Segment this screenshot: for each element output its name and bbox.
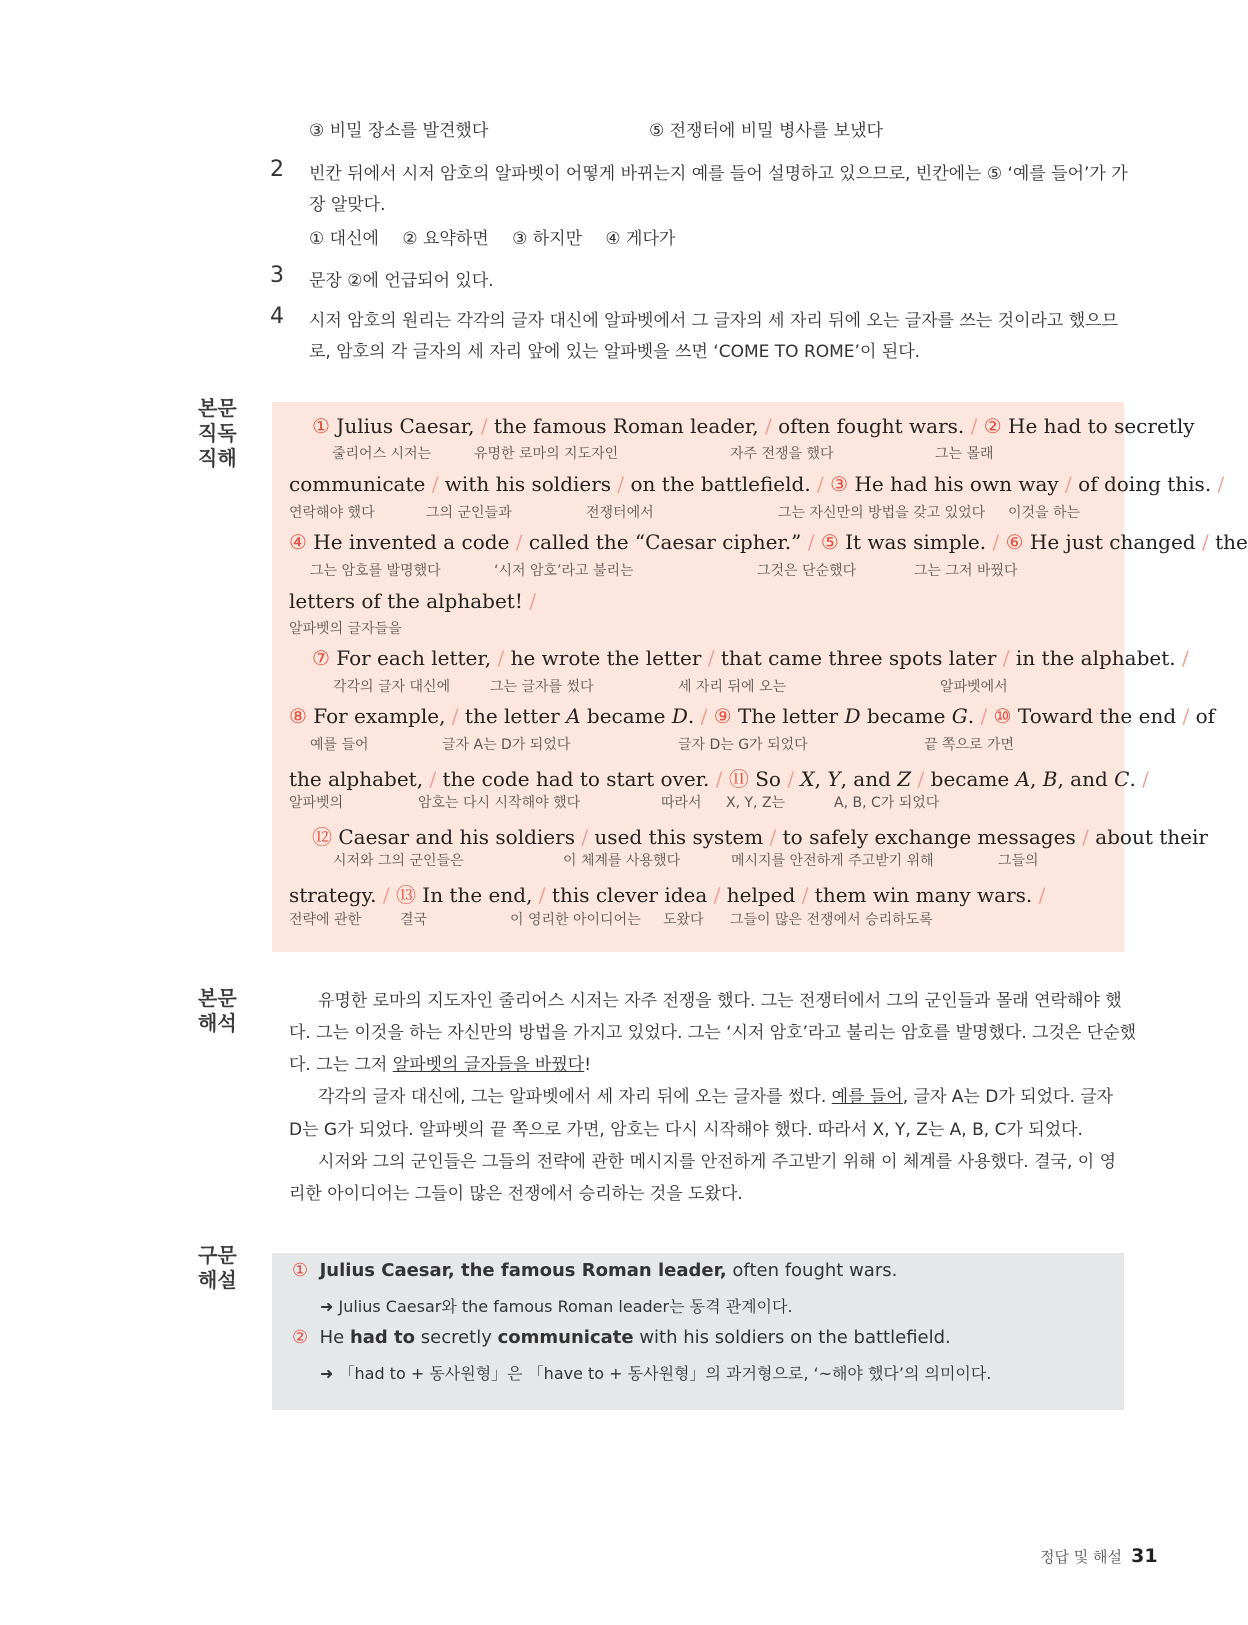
gloss: 알파벳에서 [940,679,1008,695]
chunk: It was simple. [845,530,987,554]
sentence-mark: ① [312,414,337,438]
gloss: 전략에 관한 [289,912,362,928]
slash: / [1182,704,1190,728]
slash: / [1065,472,1072,496]
chunk: of doing this. [1078,472,1212,496]
chunk: In the end, [422,883,533,907]
sentence-mark: ⑪ [728,767,756,791]
option-1: ① 대신에 [309,229,379,249]
question-4-line1: 시저 암호의 원리는 각각의 글자 대신에 알파벳에서 그 글자의 세 자리 뒤에 오는 글자를 쓰는 것이라고 했으므 [309,311,1119,331]
chunk: the famous Roman leader, [493,414,759,438]
question-4-number: 4 [270,304,284,329]
chunk: in the alphabet. [1015,646,1176,670]
grammar-note-1: ➜ Julius Caesar와 the famous Roman leader는 동격 관계이다. [320,1297,793,1316]
gloss: 자주 전쟁을 했다 [730,446,834,462]
chunk: the code had to start over. [442,767,710,791]
chunk: He had to secretly [1008,414,1195,438]
label-translation: 본문 해석 [198,986,237,1035]
slash: / [992,530,1000,554]
sentence-mark: ⑨ [713,704,738,728]
slash: / [1038,883,1046,907]
chunk: communicate [289,472,426,496]
sentence-mark: ⑦ [312,646,337,670]
gloss: 그들의 [998,853,1039,869]
slash: / [617,472,625,496]
slash: / [480,414,488,438]
direct-reading-line-1 [312,414,1195,438]
slash: / [707,646,715,670]
direct-reading-line-8 [312,821,1208,850]
slash: / [1142,767,1149,791]
chunk: he wrote the letter [510,646,702,670]
gloss: 도왔다 [663,912,704,928]
question-3-text: 문장 ②에 언급되어 있다. [309,271,494,291]
chunk: the [1215,530,1248,554]
translation-line: 시저와 그의 군인들은 그들의 전략에 관한 메시지를 안전하게 주고받기 위해 이 체계를 사용했다. 결국, 이 영 [318,1152,1117,1172]
underlined-answer: 알파벳의 글자들을 바꿨다 [392,1055,585,1075]
slash: / [1217,472,1225,496]
underlined-answer: 예를 들어 [831,1087,903,1107]
slash: / [769,825,777,849]
translation-line: 각각의 글자 대신에, 그는 알파벳에서 세 자리 뒤에 오는 글자를 썼다. 예를 들어, 글자 A는 D가 되었다. 글자 [318,1087,1114,1107]
gloss: 이것을 하는 [1008,505,1081,521]
gloss: 암호는 다시 시작해야 했다 [418,795,581,811]
slash: / [917,767,925,791]
grammar-sentence-1: ① Julius Caesar, the famous Roman leader, often fought wars. [292,1260,898,1281]
slash: / [382,883,390,907]
gloss: 결국 [400,912,428,928]
chunk: strategy. [289,883,377,907]
question-2-line2: 장 알맞다. [309,195,386,215]
slash: / [713,883,721,907]
gloss: 메시지를 안전하게 주고받기 위해 [731,853,934,869]
sentence-mark: ⑬ [395,883,423,907]
direct-reading-line-9 [289,879,1045,908]
chunk: called the “Caesar cipher.” [528,530,802,554]
slash: / [1002,646,1010,670]
gloss: A, B, C가 되었다 [834,795,940,811]
gloss: 그들이 많은 전쟁에서 승리하도록 [730,912,933,928]
translation-line: 유명한 로마의 지도자인 줄리어스 시저는 자주 전쟁을 했다. 그는 전쟁터에서 그의 군인들과 몰래 연락해야 했 [318,991,1122,1011]
slash: / [538,883,546,907]
gloss: 그는 자신만의 방법을 갖고 있었다 [778,505,986,521]
chunk: this clever idea [551,883,708,907]
answer-option-3: ③ 비밀 장소를 발견했다 [309,121,489,141]
slash: / [581,825,589,849]
slash: / [529,589,536,613]
chunk: used this system [594,825,764,849]
direct-reading-line-4 [289,589,536,613]
chunk: often fought wars. [778,414,965,438]
gloss: 이 체계를 사용했다 [563,853,681,869]
gloss: 글자 D는 G가 되었다 [678,737,808,753]
gloss: 전쟁터에서 [586,505,654,521]
gloss: 알파벳의 [289,795,344,811]
chunk: on the battlefield. [630,472,811,496]
slash: / [801,883,809,907]
sentence-mark: ⑧ [289,704,314,728]
direct-reading-line-6: ⑧ For example, / the letter A became D. / ⑨ The letter D became G. / ⑩ Toward the end / of [289,704,1216,728]
chunk: to safely exchange messages [782,825,1076,849]
gloss: X, Y, Z는 [726,795,786,811]
sentence-mark: ⑫ [312,825,339,849]
gloss: 알파벳의 글자들을 [289,621,402,637]
gloss: 글자 A는 D가 되었다 [442,737,571,753]
gloss: 연락해야 했다 [289,505,375,521]
slash: / [431,472,439,496]
gloss: 줄리어스 시저는 [332,446,432,462]
slash: / [1181,646,1189,670]
gloss: 그것은 단순했다 [757,563,857,579]
slash: / [1201,530,1209,554]
question-2-line1: 빈칸 뒤에서 시저 암호의 알파벳이 어떻게 바뀌는지 예를 들어 설명하고 있으므로, 빈칸에는 ⑤ ‘예를 들어’가 가 [309,164,1128,184]
chunk: Julius Caesar, [336,414,475,438]
sentence-mark: ⑩ [993,704,1018,728]
slash: / [715,767,723,791]
gloss: 유명한 로마의 지도자인 [474,446,619,462]
option-4: ④ 게다가 [605,229,676,249]
gloss: 그의 군인들과 [426,505,512,521]
chunk: with his soldiers [444,472,612,496]
page-footer [1040,1545,1158,1567]
translation-line: 다. 그는 이것을 하는 자신만의 방법을 가지고 있었다. 그는 ‘시저 암호’라고 불리는 암호를 발명했다. 그것은 단순했 [289,1023,1137,1043]
sentence-mark: ③ [830,472,855,496]
gloss: 따라서 [661,795,702,811]
gloss: ‘시저 암호’라고 불리는 [494,563,634,579]
slash: / [497,646,505,670]
chunk: that came three spots later [720,646,997,670]
grammar-note-2: ➜ 「had to + 동사원형」은 「have to + 동사원형」의 과거형으로, ‘~해야 했다’의 의미이다. [320,1364,992,1383]
sentence-mark: ② [983,414,1009,438]
chunk: of [1195,704,1216,728]
sentence-mark: ⑤ [820,530,846,554]
slash: / [787,767,795,791]
grammar-sentence-2: ② He had to secretly communicate with his soldiers on the battlefield. [292,1327,951,1348]
question-3-number: 3 [270,263,284,288]
gloss: 그는 암호를 발명했다 [310,563,441,579]
sentence-mark: ⑥ [1005,530,1030,554]
chunk: Toward the end [1017,704,1177,728]
sentence-mark: ② [292,1327,309,1348]
slash: / [515,530,523,554]
chunk: He had his own way [854,472,1059,496]
question-2-options [309,224,675,249]
direct-reading-line-7: the alphabet, / the code had to start over. / ⑪ So / X, Y, and Z / became A, B, and C. / [289,767,1149,791]
direct-reading-line-3 [289,530,1248,554]
gloss: 예를 들어 [310,737,369,753]
gloss: 그는 그저 바꿨다 [914,563,1018,579]
gloss: 각각의 글자 대신에 [333,679,451,695]
chunk: them win many wars. [814,883,1033,907]
footer-label: 정답 및 해설 [1040,1548,1122,1566]
slash: / [980,704,988,728]
direct-reading-line-5 [312,646,1189,670]
slash: / [451,704,459,728]
direct-reading-line-2 [289,472,1224,496]
answer-option-5: ⑤ 전쟁터에 비밀 병사를 보냈다 [649,121,883,141]
translation-line: D는 G가 되었다. 알파벳의 끝 쪽으로 가면, 암호는 다시 시작해야 했다. 따라서 X, Y, Z는 A, B, C가 되었다. [289,1120,1083,1140]
slash: / [1082,825,1089,849]
slash: / [764,414,772,438]
chunk: the alphabet, [289,767,424,791]
gloss: 시저와 그의 군인들은 [333,853,464,869]
slash: / [429,767,437,791]
gloss: 세 자리 뒤에 오는 [678,679,787,695]
question-2-number: 2 [270,157,284,182]
option-2: ② 요약하면 [402,229,489,249]
chunk: For example, [313,704,446,728]
option-3: ③ 하지만 [512,229,582,249]
sentence-mark: ① [292,1260,309,1281]
slash: / [807,530,815,554]
slash: / [817,472,824,496]
chunk: about their [1095,825,1208,849]
label-direct-reading: 본문 직독 직해 [198,396,237,470]
chunk: He invented a code [313,530,510,554]
label-grammar: 구문 해설 [198,1243,237,1292]
translation-line: 다. 그는 그저 알파벳의 글자들을 바꿨다! [289,1055,592,1075]
chunk: helped [726,883,796,907]
gloss: 그는 글자를 썼다 [490,679,594,695]
chunk: letters of the alphabet! [289,589,523,613]
page-number: 31 [1131,1545,1158,1567]
gloss: 끝 쪽으로 가면 [924,737,1015,753]
chunk: He just changed [1029,530,1196,554]
translation-line: 리한 아이디어는 그들이 많은 전쟁에서 승리하는 것을 도왔다. [289,1184,743,1204]
chunk: For each letter, [336,646,492,670]
slash: / [970,414,978,438]
gloss: 그는 몰래 [935,446,994,462]
slash: / [700,704,708,728]
gloss: 이 영리한 아이디어는 [510,912,641,928]
question-4-line2: 로, 암호의 각 글자의 세 자리 앞에 있는 알파벳을 쓰면 ‘COME TO ROME’이 된다. [309,342,921,362]
chunk: Caesar and his soldiers [338,825,575,849]
sentence-mark: ④ [289,530,314,554]
